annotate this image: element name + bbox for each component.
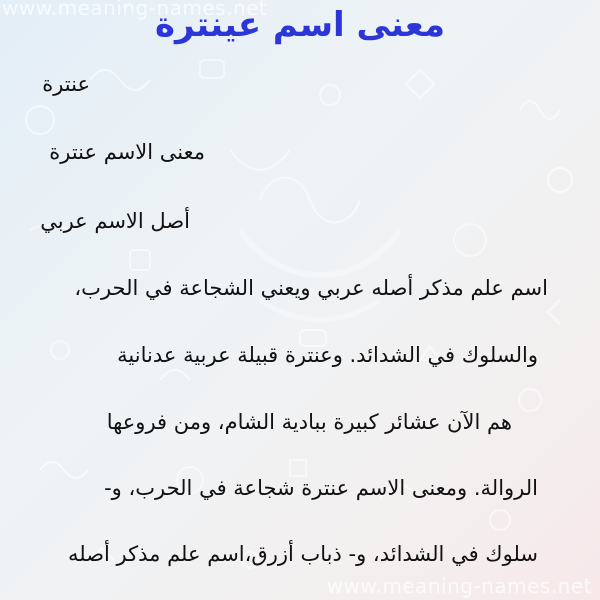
watermark-bottom: www.meaning-names.net bbox=[326, 574, 592, 598]
description-line-2: والسلوك في الشدائد. وعنترة قبيلة عربية عدنانية bbox=[117, 343, 538, 367]
watermark-top: www.meaning-names.net bbox=[2, 0, 268, 20]
description-line-3: هم الآن عشائر كبيرة ببادية الشام، ومن فروعها bbox=[106, 410, 512, 434]
page-title: معنى اسم عينترة bbox=[154, 5, 446, 45]
origin-text: أصل الاسم عربي bbox=[40, 209, 190, 233]
description-line-1: اسم علم مذكر أصله عربي ويعني الشجاعة في الحرب، bbox=[74, 276, 548, 300]
description-line-4: الروالة. ومعنى الاسم عنترة شجاعة في الحرب، و- bbox=[104, 476, 538, 500]
description-line-5: سلوك في الشدائد، و- ذباب أزرق،اسم علم مذكر أصله bbox=[68, 542, 538, 566]
name-text: عنترة bbox=[42, 72, 90, 96]
meaning-heading: معنى الاسم عنترة bbox=[49, 140, 205, 164]
